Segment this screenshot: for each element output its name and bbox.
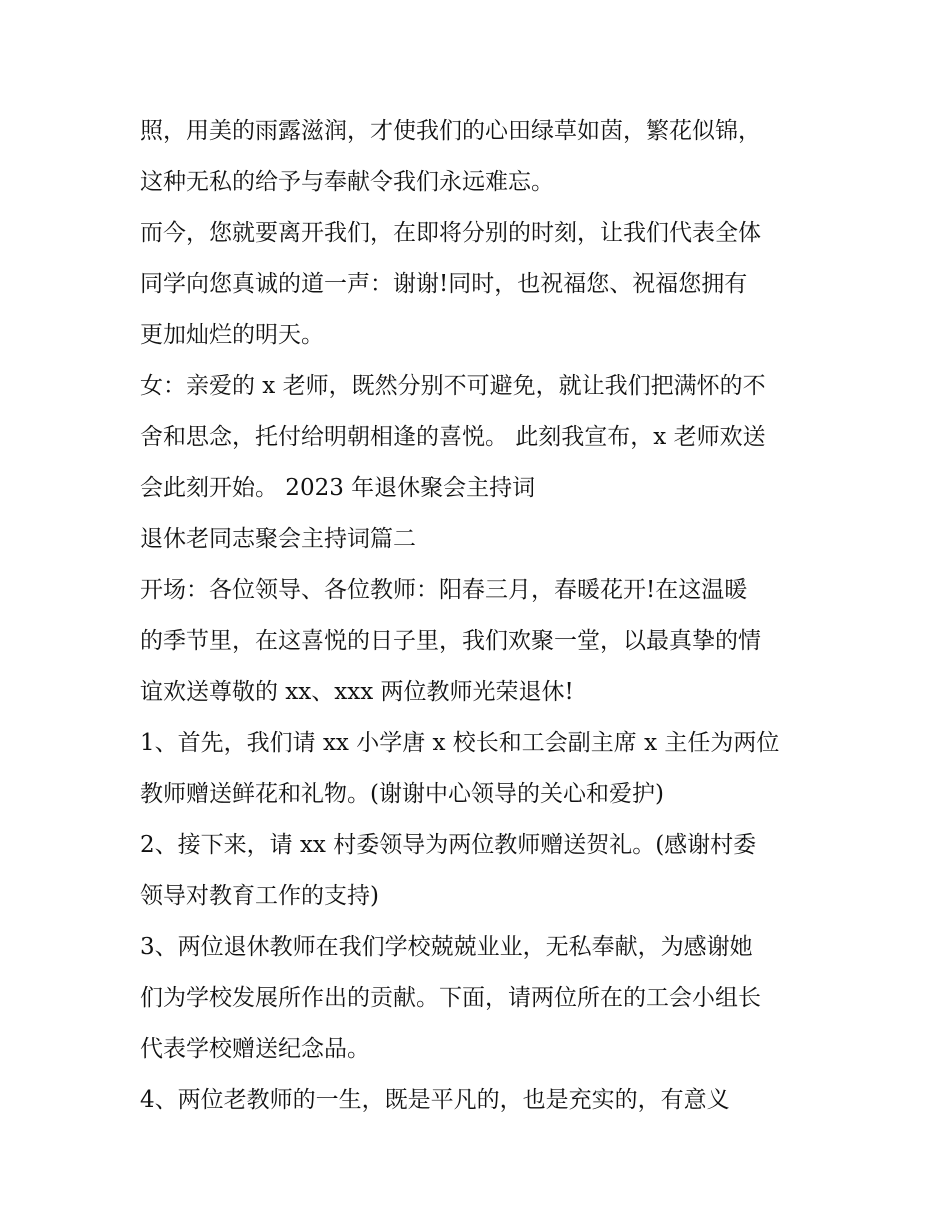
list-item: 1、首先，我们请 xx 小学唐 x 校长和工会副主席 x 主任为两位 (140, 730, 780, 756)
list-item: 2、接下来，请 xx 村委领导为两位教师赠送贺礼。(感谢村委 (140, 832, 757, 858)
text-line: 谊欢送尊敬的 xx、xxx 两位教师光荣退休! (140, 679, 574, 705)
text-line: 会此刻开始。 2023 年退休聚会主持词 (140, 475, 536, 501)
text-line: 的季节里，在这喜悦的日子里，我们欢聚一堂，以最真挚的情 (140, 628, 761, 654)
text-line: 女：亲爱的 x 老师，既然分别不可避免，就让我们把满怀的不 (140, 373, 766, 399)
text-line: 照，用美的雨露滋润，才使我们的心田绿草如茵，繁花似锦， (140, 118, 761, 144)
text-line: 这种无私的给予与奉献令我们永远难忘。 (140, 169, 554, 195)
section-heading: 退休老同志聚会主持词篇二 (140, 526, 416, 552)
text-line: 代表学校赠送纪念品。 (140, 1036, 370, 1062)
text-line: 开场：各位领导、各位教师：阳春三月，春暖花开!在这温暖 (140, 577, 748, 603)
document-body (140, 106, 820, 1126)
text-line: 同学向您真诚的道一声：谢谢!同时，也祝福您、祝福您拥有 (140, 271, 748, 297)
text-line: 更加灿烂的明天。 (140, 322, 324, 348)
list-item: 4、两位老教师的一生，既是平凡的，也是充实的，有意义 (140, 1087, 730, 1113)
text-line: 舍和思念，托付给明朝相逢的喜悦。 此刻我宣布，x 老师欢送 (140, 424, 766, 450)
text-line: 教师赠送鲜花和礼物。(谢谢中心领导的关心和爱护) (140, 781, 664, 807)
list-item: 3、两位退休教师在我们学校兢兢业业，无私奉献，为感谢她 (140, 934, 753, 960)
text-line: 们为学校发展所作出的贡献。下面，请两位所在的工会小组长 (140, 985, 761, 1011)
text-line: 而今，您就要离开我们，在即将分别的时刻，让我们代表全体 (140, 220, 761, 246)
text-line: 领导对教育工作的支持) (140, 883, 379, 909)
